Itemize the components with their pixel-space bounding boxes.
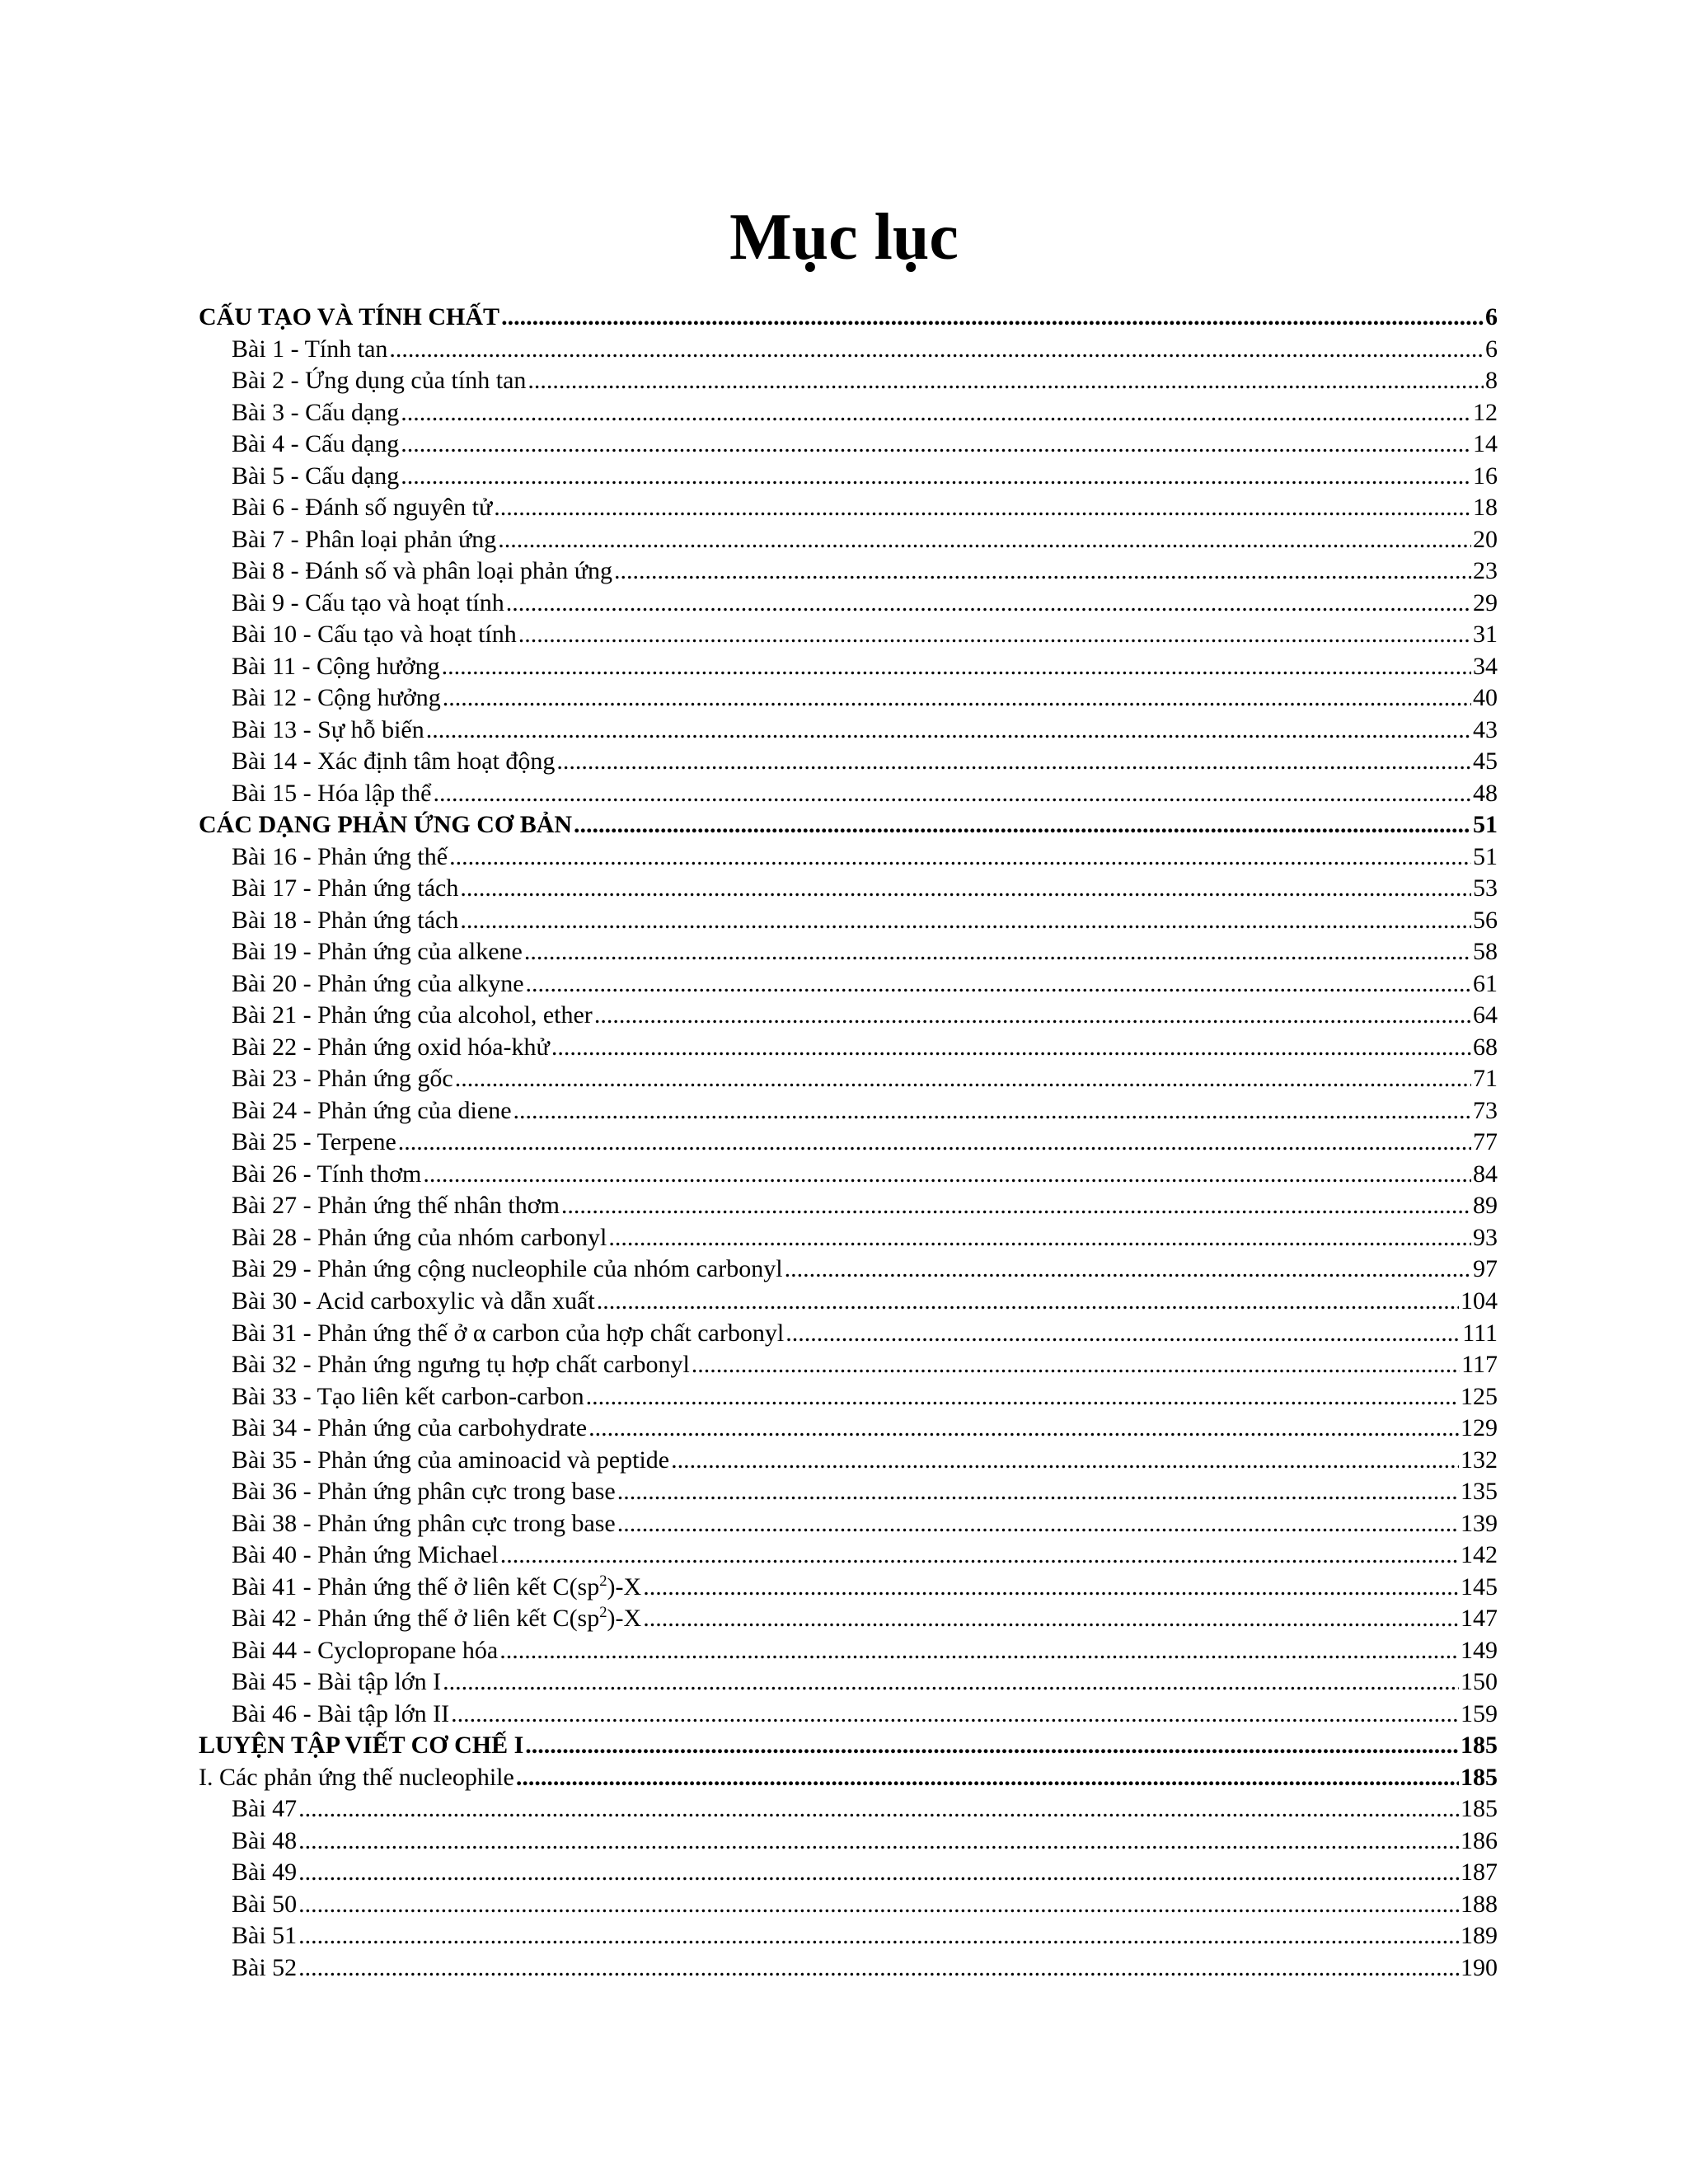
toc-page-number: 51 [1473, 842, 1498, 870]
dot-leader [561, 1190, 1471, 1222]
toc-page-number: 139 [1461, 1509, 1498, 1537]
toc-entry-text: Bài 50 [232, 1890, 298, 1918]
dot-leader [608, 1222, 1471, 1254]
toc-section-entry[interactable] [199, 302, 1498, 334]
toc-entry-text: Bài 21 - Phản ứng của alcohol, ether [232, 1001, 593, 1029]
toc-page-number: 58 [1473, 938, 1498, 966]
toc-entry[interactable] [199, 1318, 1498, 1350]
toc-page-number: 45 [1473, 748, 1498, 776]
toc-entry-label [232, 1000, 593, 1032]
toc-entry-text: Bài 26 - Tính thơm [232, 1160, 422, 1188]
toc-entry[interactable] [199, 1476, 1498, 1508]
dot-leader [298, 1952, 1459, 1985]
toc-entry-text: Bài 10 - Cấu tạo và hoạt tính [232, 621, 517, 649]
dot-leader [298, 1825, 1459, 1858]
toc-page-number: 16 [1473, 462, 1498, 490]
toc-page-number: 135 [1461, 1478, 1498, 1506]
toc-page-number: 159 [1461, 1699, 1498, 1727]
toc-entry[interactable] [199, 397, 1498, 429]
toc-entry-text: Bài 33 - Tạo liên kết carbon-carbon [232, 1382, 584, 1410]
dot-leader [597, 1286, 1459, 1318]
toc-page-number: 40 [1473, 684, 1498, 712]
toc-entry-text: Bài 32 - Phản ứng ngưng tụ hợp chất carbonyl [232, 1351, 690, 1379]
toc-entry-label [232, 1222, 607, 1254]
toc-page-number: 23 [1473, 557, 1498, 585]
toc-entry-label [232, 651, 440, 683]
toc-page-number: 97 [1473, 1255, 1498, 1283]
dot-leader [451, 1699, 1459, 1731]
dot-leader [692, 1349, 1460, 1381]
toc-entry-text: Bài 31 - Phản ứng thế ở α carbon của hợp chất carbonyl [232, 1319, 785, 1347]
toc-page-number: 187 [1461, 1858, 1498, 1886]
dot-leader [389, 334, 1484, 366]
dot-leader [643, 1603, 1459, 1635]
toc-entry-text: Bài 41 - Phản ứng thế ở liên kết C(sp [232, 1572, 600, 1601]
toc-entry-text: Bài 42 - Phản ứng thế ở liên kết C(sp [232, 1605, 600, 1633]
toc-page-number: 125 [1461, 1382, 1498, 1410]
toc-entry-text: Bài 1 - Tính tan [232, 335, 388, 363]
toc-entry-label [232, 555, 612, 588]
toc-entry[interactable] [199, 1603, 1498, 1635]
toc-entry-text: I. Các phản ứng thế nucleophile [199, 1763, 514, 1791]
toc-entry[interactable] [199, 905, 1498, 937]
toc-entry[interactable] [199, 1222, 1498, 1254]
toc-entry-text: Bài 40 - Phản ứng Michael [232, 1541, 499, 1569]
toc-entry[interactable] [199, 1920, 1498, 1952]
dot-leader [524, 936, 1471, 968]
toc-entry-label [232, 1572, 641, 1604]
toc-page-number: 190 [1461, 1953, 1498, 1981]
toc-entry-text: CÁC DẠNG PHẢN ỨNG CƠ BẢN [199, 811, 573, 839]
toc-entry-text: Bài 16 - Phản ứng thế [232, 842, 448, 870]
toc-page-number: 14 [1473, 430, 1498, 458]
dot-leader [785, 1254, 1471, 1286]
toc-entry-label [232, 334, 387, 366]
toc-page-number: 51 [1473, 811, 1498, 839]
toc-entry-superscript: 2 [599, 1603, 607, 1621]
toc-entry-label [232, 1666, 441, 1699]
toc-entry[interactable] [199, 1254, 1498, 1286]
toc-entry-text: LUYỆN TẬP VIẾT CƠ CHẾ I [199, 1732, 524, 1760]
table-of-contents [199, 302, 1498, 1984]
toc-entry-label [232, 1381, 584, 1413]
toc-page-number: 56 [1473, 906, 1498, 934]
toc-entry-label [232, 492, 492, 524]
toc-entry[interactable] [199, 1413, 1498, 1445]
toc-entry-text: Bài 15 - Hóa lập thể [232, 779, 432, 807]
toc-page-number: 132 [1461, 1446, 1498, 1474]
toc-entry-label [232, 588, 504, 620]
toc-page-number: 43 [1473, 715, 1498, 743]
toc-entry-label [232, 365, 526, 397]
toc-page-number: 89 [1473, 1192, 1498, 1220]
toc-page-number: 93 [1473, 1223, 1498, 1251]
toc-section-entry[interactable] [199, 809, 1498, 841]
toc-entry-text: Bài 30 - Acid carboxylic và dẫn xuất [232, 1286, 595, 1315]
dot-leader [298, 1857, 1459, 1889]
toc-entry-text: Bài 51 [232, 1922, 298, 1950]
toc-entry[interactable] [199, 936, 1498, 968]
toc-entry-label [232, 619, 517, 651]
dot-leader [498, 524, 1471, 556]
dot-leader [298, 1889, 1459, 1921]
toc-entry[interactable] [199, 1952, 1498, 1985]
toc-entry[interactable] [199, 1857, 1498, 1889]
toc-entry-label [232, 936, 523, 968]
toc-page-number: 8 [1485, 367, 1498, 395]
toc-page-number: 29 [1473, 588, 1498, 616]
toc-page-number: 31 [1473, 621, 1498, 649]
toc-entry[interactable] [199, 429, 1498, 461]
toc-page-number: 20 [1473, 525, 1498, 553]
dot-leader [574, 809, 1471, 841]
toc-entry[interactable] [199, 651, 1498, 683]
toc-entry-label [232, 1063, 453, 1095]
toc-page-number: 129 [1461, 1414, 1498, 1442]
toc-page-number: 73 [1473, 1096, 1498, 1124]
dot-leader [433, 778, 1471, 810]
dot-leader [443, 682, 1471, 715]
toc-entry-label [232, 524, 496, 556]
toc-entry-label [232, 1508, 616, 1540]
toc-entry-label [232, 682, 441, 715]
toc-entry-label [232, 1318, 784, 1350]
dot-leader [423, 1159, 1471, 1191]
toc-page-number: 71 [1473, 1065, 1498, 1093]
toc-entry[interactable] [199, 1699, 1498, 1731]
dot-leader [518, 619, 1471, 651]
dot-leader [500, 1540, 1459, 1572]
dot-leader [298, 1920, 1459, 1952]
toc-entry-text: Bài 35 - Phản ứng của aminoacid và peptide [232, 1446, 670, 1474]
toc-page-number: 149 [1461, 1636, 1498, 1664]
toc-entry-text: Bài 23 - Phản ứng gốc [232, 1065, 453, 1093]
dot-leader [460, 873, 1471, 905]
toc-entry-label [232, 429, 399, 461]
toc-entry[interactable] [199, 524, 1498, 556]
toc-entry-label [232, 1920, 297, 1952]
dot-leader [501, 302, 1484, 334]
toc-entry-label [199, 809, 572, 841]
toc-entry-text: Bài 6 - Đánh số nguyên tử [232, 494, 493, 522]
toc-entry[interactable] [199, 1572, 1498, 1604]
toc-page-number: 145 [1461, 1572, 1498, 1601]
toc-entry-label [232, 841, 448, 874]
toc-entry-label [232, 715, 424, 747]
toc-page-number: 84 [1473, 1160, 1498, 1188]
toc-entry-text: Bài 2 - Ứng dụng của tính tan [232, 367, 527, 395]
toc-page-number: 6 [1485, 335, 1498, 363]
toc-entry-label [232, 1952, 297, 1985]
toc-entry-text: Bài 13 - Sự hỗ biến [232, 715, 424, 743]
toc-entry-text-suffix: )-X [607, 1605, 642, 1633]
toc-entry[interactable] [199, 1286, 1498, 1318]
dot-leader [617, 1508, 1459, 1540]
toc-entry-label [232, 1825, 297, 1858]
toc-entry-label [199, 302, 499, 334]
dot-leader [588, 1413, 1459, 1445]
toc-page-number: 185 [1461, 1763, 1498, 1791]
toc-entry-label [232, 873, 458, 905]
toc-entry-text: Bài 20 - Phản ứng của alkyne [232, 969, 524, 997]
toc-entry-label [232, 1857, 297, 1889]
toc-entry[interactable] [199, 334, 1498, 366]
toc-entry-label [232, 1445, 669, 1477]
dot-leader [617, 1476, 1459, 1508]
toc-entry[interactable] [199, 1063, 1498, 1095]
toc-page-number: 12 [1473, 398, 1498, 426]
dot-leader [401, 429, 1471, 461]
dot-leader [499, 1635, 1459, 1667]
toc-entry-text: Bài 22 - Phản ứng oxid hóa-khử [232, 1033, 550, 1061]
toc-entry-text: Bài 44 - Cyclopropane hóa [232, 1636, 499, 1664]
toc-entry[interactable] [199, 492, 1498, 524]
toc-page-number: 53 [1473, 874, 1498, 902]
toc-page-number: 147 [1461, 1605, 1498, 1633]
dot-leader [525, 1730, 1459, 1762]
toc-entry-label [232, 1793, 297, 1825]
dot-leader [398, 1127, 1471, 1159]
toc-page-number: 185 [1461, 1732, 1498, 1760]
toc-entry[interactable] [199, 1095, 1498, 1127]
toc-entry-text: Bài 19 - Phản ứng của alkene [232, 938, 523, 966]
toc-entry[interactable] [199, 1825, 1498, 1858]
toc-entry-label [232, 1889, 297, 1921]
toc-page-number: 6 [1485, 303, 1498, 330]
toc-entry-label [232, 746, 555, 778]
dot-leader [442, 651, 1471, 683]
toc-entry-text: Bài 52 [232, 1953, 298, 1981]
toc-entry[interactable] [199, 715, 1498, 747]
toc-entry-text: Bài 24 - Phản ứng của diene [232, 1096, 512, 1124]
toc-entry-text: Bài 14 - Xác định tâm hoạt động [232, 748, 556, 776]
toc-entry-text: Bài 48 [232, 1826, 298, 1854]
toc-entry[interactable] [199, 1445, 1498, 1477]
dot-leader [551, 1032, 1471, 1064]
toc-entry-text: Bài 45 - Bài tập lớn I [232, 1668, 442, 1696]
dot-leader [443, 1666, 1459, 1699]
toc-entry[interactable] [199, 1508, 1498, 1540]
toc-entry[interactable] [199, 1349, 1498, 1381]
toc-entry[interactable] [199, 555, 1498, 588]
dot-leader [298, 1793, 1459, 1825]
toc-entry-label [232, 1254, 783, 1286]
toc-page-number: 189 [1461, 1922, 1498, 1950]
toc-page-number: 104 [1461, 1286, 1498, 1315]
dot-leader [460, 905, 1471, 937]
toc-page-number: 77 [1473, 1128, 1498, 1156]
toc-entry-label [232, 778, 431, 810]
toc-section-entry[interactable] [199, 1762, 1498, 1794]
toc-entry[interactable] [199, 461, 1498, 493]
toc-entry-label [232, 968, 524, 1001]
toc-entry-text: Bài 34 - Phản ứng của carbohydrate [232, 1414, 588, 1442]
toc-entry-text: Bài 25 - Terpene [232, 1128, 396, 1156]
toc-entry-label [232, 905, 458, 937]
dot-leader [643, 1572, 1459, 1604]
toc-entry-label [232, 1603, 641, 1635]
toc-entry-label [232, 1095, 512, 1127]
dot-leader [449, 841, 1471, 874]
toc-entry-text: Bài 38 - Phản ứng phân cực trong base [232, 1509, 616, 1537]
toc-entry-text: Bài 36 - Phản ứng phân cực trong base [232, 1478, 616, 1506]
toc-entry[interactable] [199, 1635, 1498, 1667]
dot-leader [455, 1063, 1471, 1095]
dot-leader [671, 1445, 1459, 1477]
toc-entry-superscript: 2 [599, 1572, 607, 1590]
toc-entry-label [232, 1413, 587, 1445]
toc-page-number: 186 [1461, 1826, 1498, 1854]
toc-entry[interactable] [199, 1190, 1498, 1222]
toc-entry[interactable] [199, 778, 1498, 810]
toc-entry-text-suffix: )-X [607, 1572, 642, 1601]
dot-leader [785, 1318, 1461, 1350]
toc-entry[interactable] [199, 619, 1498, 651]
toc-entry[interactable] [199, 1000, 1498, 1032]
dot-leader [528, 365, 1484, 397]
dot-leader [516, 1762, 1459, 1794]
toc-page-number: 117 [1461, 1351, 1498, 1379]
dot-leader [494, 492, 1471, 524]
page-title: Mục lục [729, 201, 959, 274]
toc-entry-label [232, 1286, 595, 1318]
toc-section-entry[interactable] [199, 1730, 1498, 1762]
toc-entry-label [232, 1190, 560, 1222]
toc-entry-text: Bài 7 - Phân loại phản ứng [232, 525, 497, 553]
toc-entry[interactable] [199, 1889, 1498, 1921]
toc-entry[interactable] [199, 682, 1498, 715]
toc-entry-text: Bài 17 - Phản ứng tách [232, 874, 459, 902]
toc-entry-label [232, 1349, 690, 1381]
toc-entry-text: Bài 3 - Cấu dạng [232, 398, 400, 426]
toc-entry-label [232, 397, 399, 429]
toc-page-number: 34 [1473, 652, 1498, 680]
toc-entry[interactable] [199, 1127, 1498, 1159]
dot-leader [556, 746, 1471, 778]
toc-entry[interactable] [199, 746, 1498, 778]
toc-entry[interactable] [199, 873, 1498, 905]
toc-entry-text: Bài 4 - Cấu dạng [232, 430, 400, 458]
toc-page-number: 68 [1473, 1033, 1498, 1061]
toc-entry-text: Bài 49 [232, 1858, 298, 1886]
toc-page-number: 142 [1461, 1541, 1498, 1569]
dot-leader [426, 715, 1471, 747]
toc-entry-text: Bài 9 - Cấu tạo và hoạt tính [232, 588, 504, 616]
toc-entry-text: Bài 12 - Cộng hưởng [232, 684, 441, 712]
toc-entry-label [199, 1730, 523, 1762]
toc-page-number: 150 [1461, 1668, 1498, 1696]
toc-page-number: 185 [1461, 1795, 1498, 1823]
toc-entry-text: Bài 29 - Phản ứng cộng nucleophile của nhóm carbonyl [232, 1255, 783, 1283]
dot-leader [513, 1095, 1471, 1127]
toc-entry-text: Bài 18 - Phản ứng tách [232, 906, 459, 934]
toc-page-number: 61 [1473, 969, 1498, 997]
toc-entry-text: Bài 5 - Cấu dạng [232, 462, 400, 490]
toc-entry-text: Bài 47 [232, 1795, 298, 1823]
toc-entry-label [232, 1127, 396, 1159]
toc-entry-text: Bài 28 - Phản ứng của nhóm carbonyl [232, 1223, 607, 1251]
dot-leader [401, 397, 1471, 429]
toc-entry-label [232, 1635, 498, 1667]
toc-page-number: 48 [1473, 779, 1498, 807]
toc-entry[interactable] [199, 1381, 1498, 1413]
toc-entry-label [232, 1159, 421, 1191]
toc-entry-text: CẤU TẠO VÀ TÍNH CHẤT [199, 303, 500, 330]
toc-entry-label [232, 1540, 499, 1572]
toc-entry[interactable] [199, 1159, 1498, 1191]
toc-entry-label [232, 461, 399, 493]
toc-entry[interactable] [199, 1793, 1498, 1825]
toc-page-number: 188 [1461, 1890, 1498, 1918]
toc-entry[interactable] [199, 1666, 1498, 1699]
toc-entry-text: Bài 11 - Cộng hưởng [232, 652, 440, 680]
dot-leader [526, 968, 1471, 1001]
toc-entry[interactable] [199, 1540, 1498, 1572]
toc-entry-label [232, 1032, 550, 1064]
toc-entry-text: Bài 8 - Đánh số và phân loại phản ứng [232, 557, 612, 585]
toc-entry-label [232, 1699, 449, 1731]
toc-entry[interactable] [199, 588, 1498, 620]
toc-entry[interactable] [199, 365, 1498, 397]
toc-entry-text: Bài 46 - Bài tập lớn II [232, 1699, 450, 1727]
toc-entry[interactable] [199, 841, 1498, 874]
toc-page-number: 64 [1473, 1001, 1498, 1029]
dot-leader [614, 555, 1471, 588]
dot-leader [586, 1381, 1459, 1413]
toc-page-number: 111 [1462, 1319, 1498, 1347]
toc-entry[interactable] [199, 968, 1498, 1001]
toc-entry-label [232, 1476, 616, 1508]
toc-entry-text: Bài 27 - Phản ứng thế nhân thơm [232, 1192, 560, 1220]
dot-leader [401, 461, 1471, 493]
toc-entry-label [199, 1762, 514, 1794]
toc-page-number: 18 [1473, 494, 1498, 522]
dot-leader [594, 1000, 1471, 1032]
dot-leader [506, 588, 1471, 620]
toc-entry[interactable] [199, 1032, 1498, 1064]
